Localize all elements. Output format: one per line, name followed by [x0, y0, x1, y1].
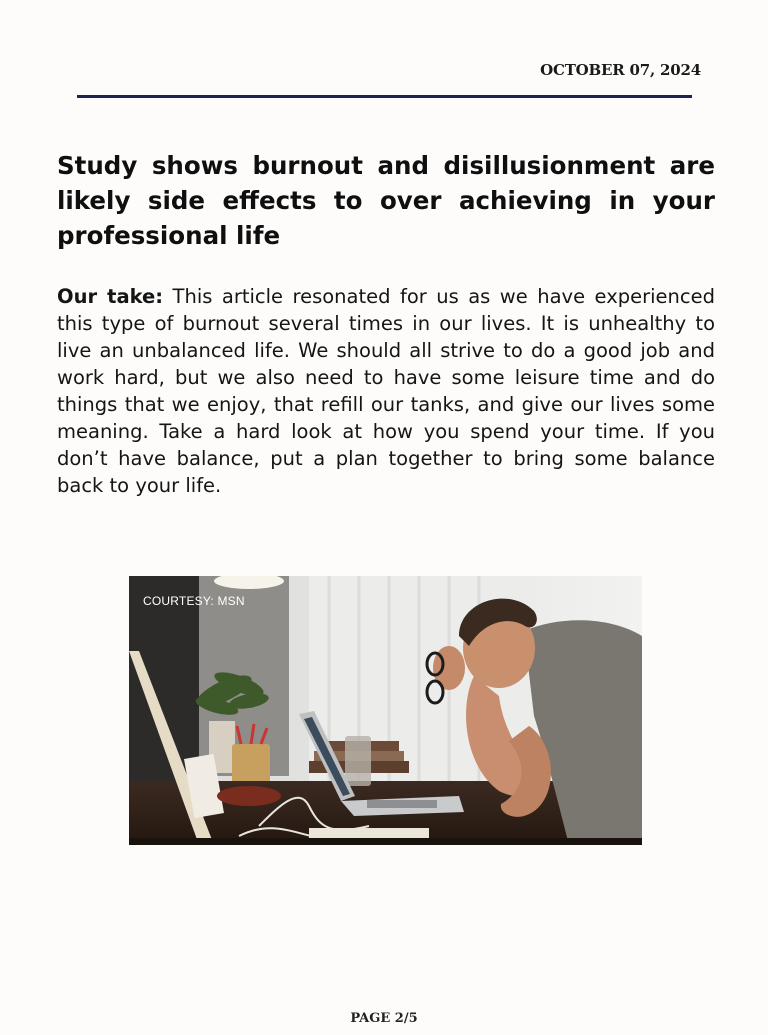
publication-date: OCTOBER 07, 2024	[540, 61, 701, 79]
burnout-photo-illustration	[129, 576, 642, 845]
article-headline: Study shows burnout and disillusionment are likely side effects to over achieving in your professional life	[57, 151, 715, 250]
header-divider	[77, 95, 692, 98]
article-photo	[129, 576, 642, 845]
photo-credit: COURTESY: MSN	[143, 594, 245, 608]
our-take-text: This article resonated for us as we have experienced this type of burnout several times in our lives. It is unhealthy to live an unbalanced life. We should all strive to do a good job and work hard, but we also need to have some leisure time and do things that we enjoy, that refill our tanks, and give our lives some meaning. Take a hard look at how you spend your time. If you don’t have balance, put a plan together to bring some balance back to your life.	[57, 285, 715, 497]
page-number: PAGE 2/5	[350, 1011, 418, 1026]
our-take-label: Our take:	[57, 285, 164, 308]
article-body	[57, 283, 715, 499]
